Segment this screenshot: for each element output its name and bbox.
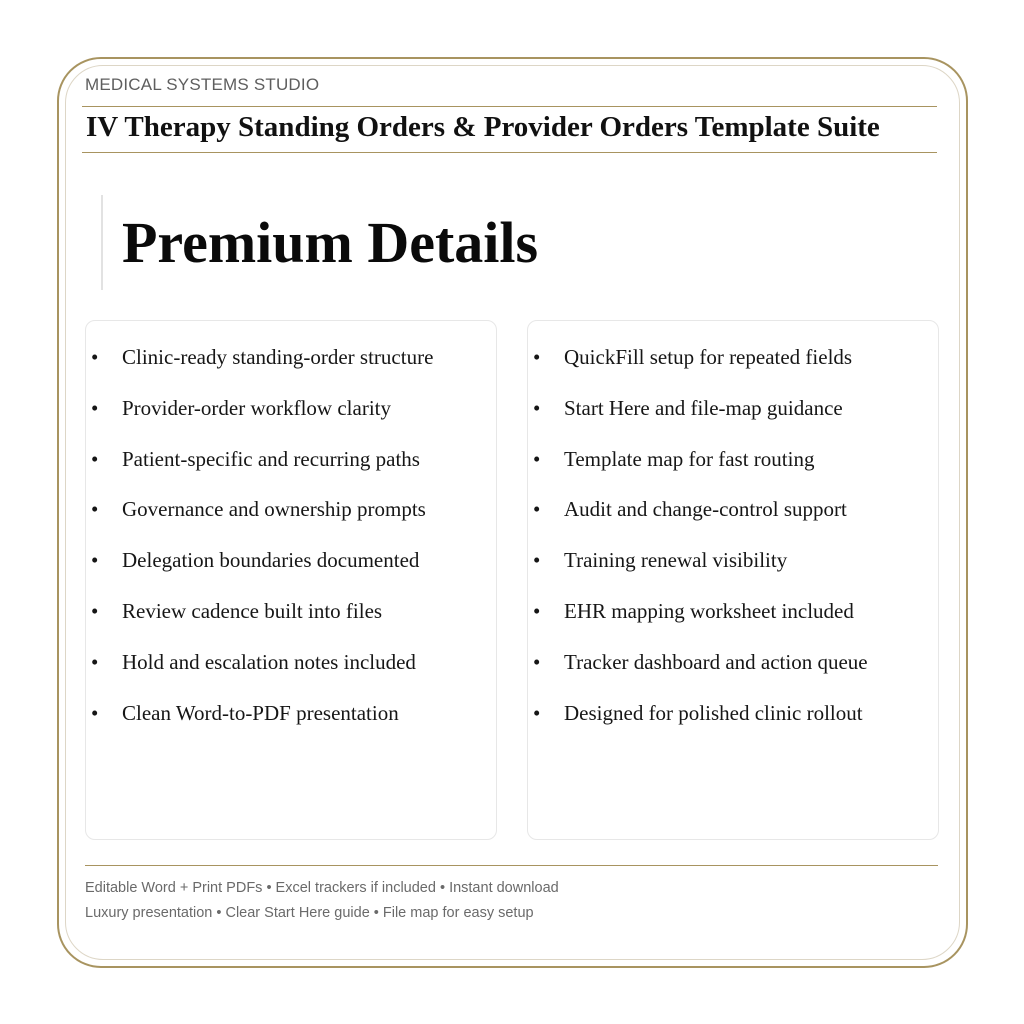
bullet-icon: • bbox=[91, 548, 99, 573]
list-item bbox=[86, 389, 496, 440]
header-bottom-rule bbox=[82, 152, 937, 153]
hero-heading: Premium Details bbox=[122, 210, 539, 275]
list-item-text: Hold and escalation notes included bbox=[122, 649, 416, 674]
list-item-text: Audit and change-control support bbox=[564, 497, 847, 522]
bullet-icon: • bbox=[91, 700, 99, 725]
feature-card-left bbox=[85, 320, 497, 840]
list-item-text: EHR mapping worksheet included bbox=[564, 598, 854, 623]
list-item bbox=[528, 338, 938, 389]
bullet-icon: • bbox=[91, 345, 99, 369]
hero-accent-bar bbox=[101, 195, 103, 290]
bullet-icon: • bbox=[533, 548, 541, 573]
list-item-text: QuickFill setup for repeated fields bbox=[564, 345, 853, 369]
list-item-text: Patient-specific and recurring paths bbox=[122, 446, 420, 471]
bullet-icon: • bbox=[533, 345, 541, 369]
feature-card-right bbox=[527, 320, 939, 840]
bullet-icon: • bbox=[533, 497, 541, 522]
bullet-icon: • bbox=[91, 497, 99, 522]
bullet-icon: • bbox=[91, 598, 99, 623]
list-item bbox=[528, 643, 938, 694]
list-item-text: Template map for fast routing bbox=[564, 446, 815, 471]
bullet-icon: • bbox=[91, 395, 99, 420]
footer-line-1: Editable Word + Print PDFs • Excel trackers if included • Instant download bbox=[85, 880, 559, 896]
list-item-text: Provider-order workflow clarity bbox=[122, 395, 391, 420]
list-item-text: Start Here and file-map guidance bbox=[564, 395, 843, 420]
list-item bbox=[86, 338, 496, 389]
page-title: IV Therapy Standing Orders & Provider Orders Template Suite bbox=[86, 111, 880, 143]
brand-label: MEDICAL SYSTEMS STUDIO bbox=[85, 75, 320, 94]
bullet-icon: • bbox=[533, 446, 541, 471]
list-item bbox=[528, 592, 938, 643]
bullet-icon: • bbox=[91, 446, 99, 471]
list-item-text: Tracker dashboard and action queue bbox=[564, 649, 868, 674]
list-item bbox=[528, 490, 938, 541]
list-item bbox=[528, 694, 938, 745]
footer-line-2: Luxury presentation • Clear Start Here guide • File map for easy setup bbox=[85, 905, 534, 921]
bullet-icon: • bbox=[533, 700, 541, 725]
list-item bbox=[86, 490, 496, 541]
bullet-icon: • bbox=[533, 395, 541, 420]
bullet-icon: • bbox=[91, 649, 99, 674]
bullet-icon: • bbox=[533, 649, 541, 674]
feature-list-left bbox=[86, 338, 496, 744]
list-item bbox=[528, 440, 938, 491]
bullet-icon: • bbox=[533, 598, 541, 623]
list-item bbox=[86, 694, 496, 745]
list-item bbox=[86, 643, 496, 694]
list-item-text: Delegation boundaries documented bbox=[122, 548, 420, 573]
list-item-text: Clean Word-to-PDF presentation bbox=[122, 700, 399, 725]
list-item bbox=[86, 440, 496, 491]
list-item-text: Designed for polished clinic rollout bbox=[564, 700, 863, 725]
list-item bbox=[528, 541, 938, 592]
list-item-text: Review cadence built into files bbox=[122, 598, 383, 623]
list-item bbox=[86, 541, 496, 592]
list-item bbox=[528, 389, 938, 440]
list-item-text: Governance and ownership prompts bbox=[122, 497, 426, 522]
list-item bbox=[86, 592, 496, 643]
list-item-text: Clinic-ready standing-order structure bbox=[122, 345, 434, 369]
list-item-text: Training renewal visibility bbox=[564, 548, 788, 573]
footer-rule bbox=[85, 865, 938, 866]
feature-list-right bbox=[528, 338, 938, 744]
